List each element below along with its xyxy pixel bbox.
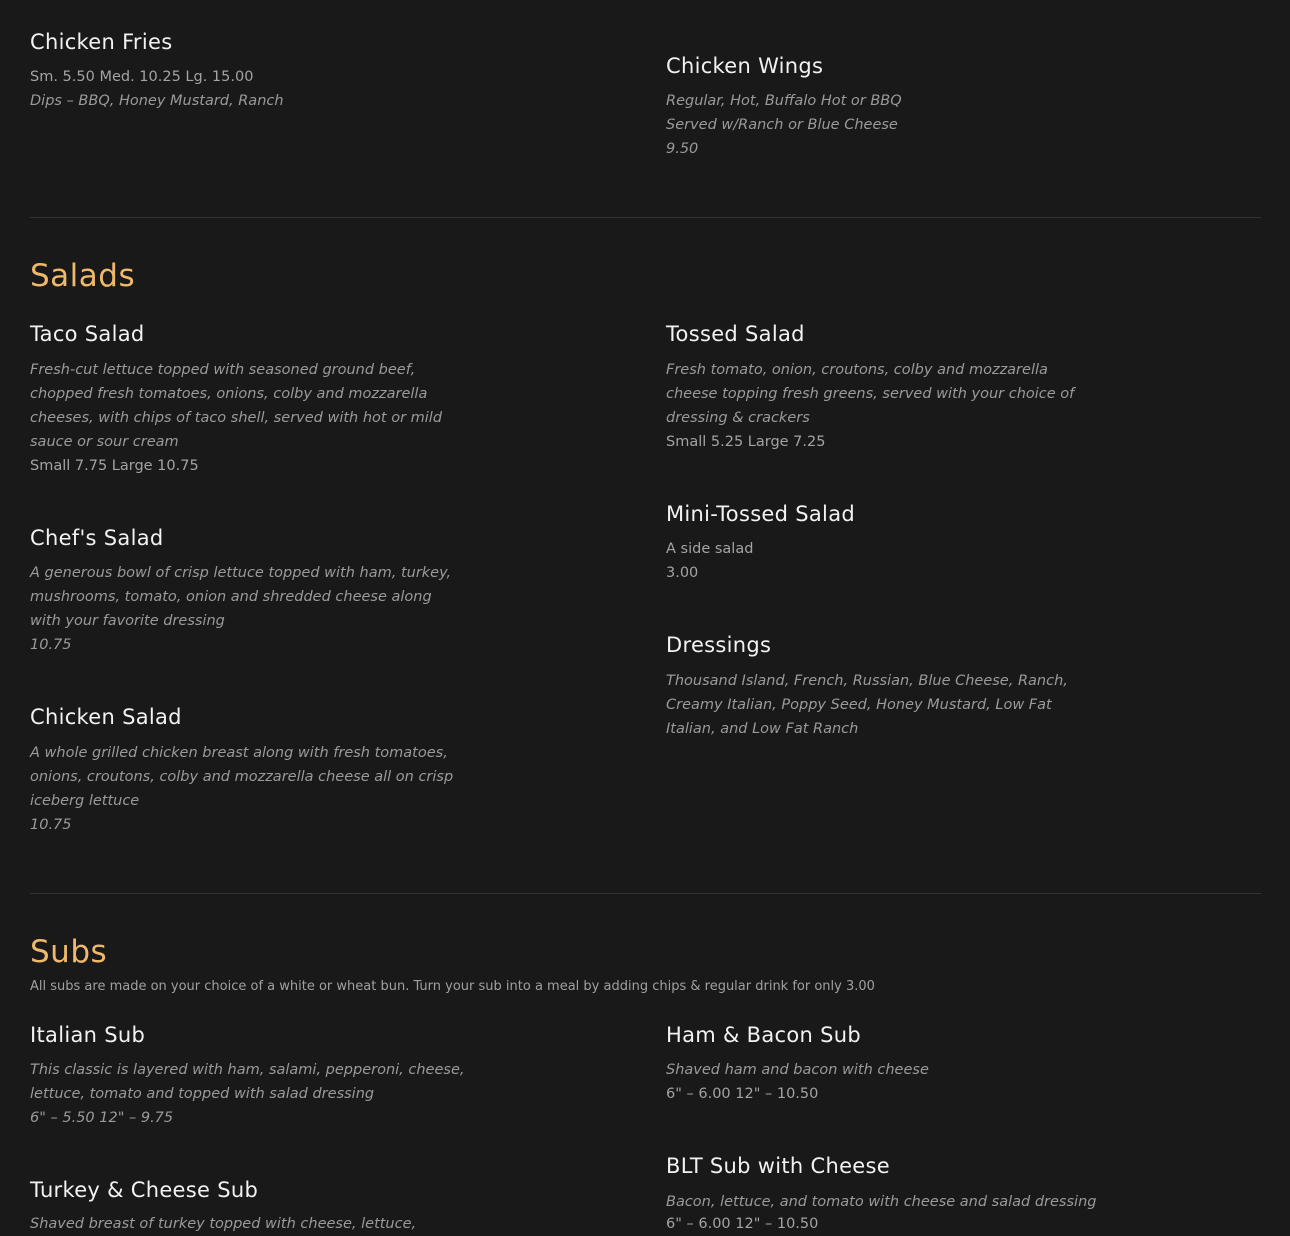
chicken-fries-price: Sm. 5.50 Med. 10.25 Lg. 15.00 [30, 69, 254, 85]
blt-sub-desc: Bacon, lettuce, and tomato with cheese and salad dressing [666, 1194, 1097, 1210]
ham-bacon-sub-desc: Shaved ham and bacon with cheese [666, 1062, 929, 1078]
blt-sub-title: BLT Sub with Cheese [666, 1154, 890, 1178]
turkey-cheese-sub-desc: Shaved breast of turkey topped with cheese, lettuce, [30, 1216, 417, 1232]
tossed-salad-title: Tossed Salad [666, 322, 805, 346]
tossed-salad-desc-line2: cheese topping fresh greens, served with your choice of [666, 386, 1075, 402]
section-title-subs: Subs [30, 934, 108, 970]
chicken-salad-desc-line1: A whole grilled chicken breast along with fresh tomatoes, [30, 745, 448, 761]
taco-salad-desc-line2: chopped fresh tomatoes, onions, colby and mozzarella [30, 386, 428, 402]
italian-sub-desc-line2: lettuce, tomato and topped with salad dressing [30, 1086, 375, 1102]
dressings-desc-line2: Creamy Italian, Poppy Seed, Honey Mustard, Low Fat [666, 697, 1052, 713]
ham-bacon-sub-price: 6" – 6.00 12" – 10.50 [666, 1086, 819, 1102]
chefs-salad-desc-line2: mushrooms, tomato, onion and shredded cheese along [30, 589, 432, 605]
italian-sub-desc-line1: This classic is layered with ham, salami, pepperoni, cheese, [30, 1062, 465, 1078]
ham-bacon-sub-title: Ham & Bacon Sub [666, 1023, 861, 1047]
chefs-salad-price: 10.75 [30, 637, 72, 653]
italian-sub-title: Italian Sub [30, 1023, 146, 1047]
mini-tossed-salad-title: Mini-Tossed Salad [666, 502, 855, 526]
tossed-salad-desc-line3: dressing & crackers [666, 410, 810, 426]
chefs-salad-desc-line3: with your favorite dressing [30, 613, 225, 629]
taco-salad-desc-line4: sauce or sour cream [30, 434, 179, 450]
chicken-salad-title: Chicken Salad [30, 705, 182, 729]
chefs-salad-title: Chef's Salad [30, 526, 164, 550]
chicken-wings-price: 9.50 [666, 141, 699, 157]
mini-tossed-salad-price: 3.00 [666, 565, 699, 581]
section-divider [30, 217, 1261, 218]
chicken-wings-desc-line1: Regular, Hot, Buffalo Hot or BBQ [666, 93, 902, 109]
taco-salad-title: Taco Salad [30, 322, 145, 346]
italian-sub-price: 6" – 5.50 12" – 9.75 [30, 1110, 174, 1126]
turkey-cheese-sub-title: Turkey & Cheese Sub [30, 1178, 259, 1202]
dressings-desc-line3: Italian, and Low Fat Ranch [666, 721, 859, 737]
tossed-salad-price: Small 5.25 Large 7.25 [666, 434, 826, 450]
dressings-desc-line1: Thousand Island, French, Russian, Blue Cheese, Ranch, [666, 673, 1068, 689]
taco-salad-price: Small 7.75 Large 10.75 [30, 458, 199, 474]
taco-salad-desc-line3: cheeses, with chips of taco shell, served with hot or mild [30, 410, 443, 426]
chicken-wings-desc-line2: Served w/Ranch or Blue Cheese [666, 117, 898, 133]
section-title-salads: Salads [30, 258, 136, 294]
taco-salad-desc-line1: Fresh-cut lettuce topped with seasoned ground beef, [30, 362, 416, 378]
chicken-wings-title: Chicken Wings [666, 54, 824, 78]
chicken-salad-price: 10.75 [30, 817, 72, 833]
subs-section-note: All subs are made on your choice of a white or wheat bun. Turn your sub into a meal by adding chips & regular drink for only 3.00 [30, 979, 875, 994]
dressings-title: Dressings [666, 633, 772, 657]
chicken-fries-desc: Dips – BBQ, Honey Mustard, Ranch [30, 93, 284, 109]
section-divider [30, 893, 1261, 894]
chicken-salad-desc-line3: iceberg lettuce [30, 793, 140, 809]
chefs-salad-desc-line1: A generous bowl of crisp lettuce topped with ham, turkey, [30, 565, 452, 581]
chicken-fries-title: Chicken Fries [30, 30, 173, 54]
chicken-salad-desc-line2: onions, croutons, colby and mozzarella cheese all on crisp [30, 769, 454, 785]
tossed-salad-desc-line1: Fresh tomato, onion, croutons, colby and mozzarella [666, 362, 1048, 378]
mini-tossed-salad-desc: A side salad [666, 541, 754, 557]
blt-sub-price: 6" – 6.00 12" – 10.50 [666, 1216, 819, 1232]
